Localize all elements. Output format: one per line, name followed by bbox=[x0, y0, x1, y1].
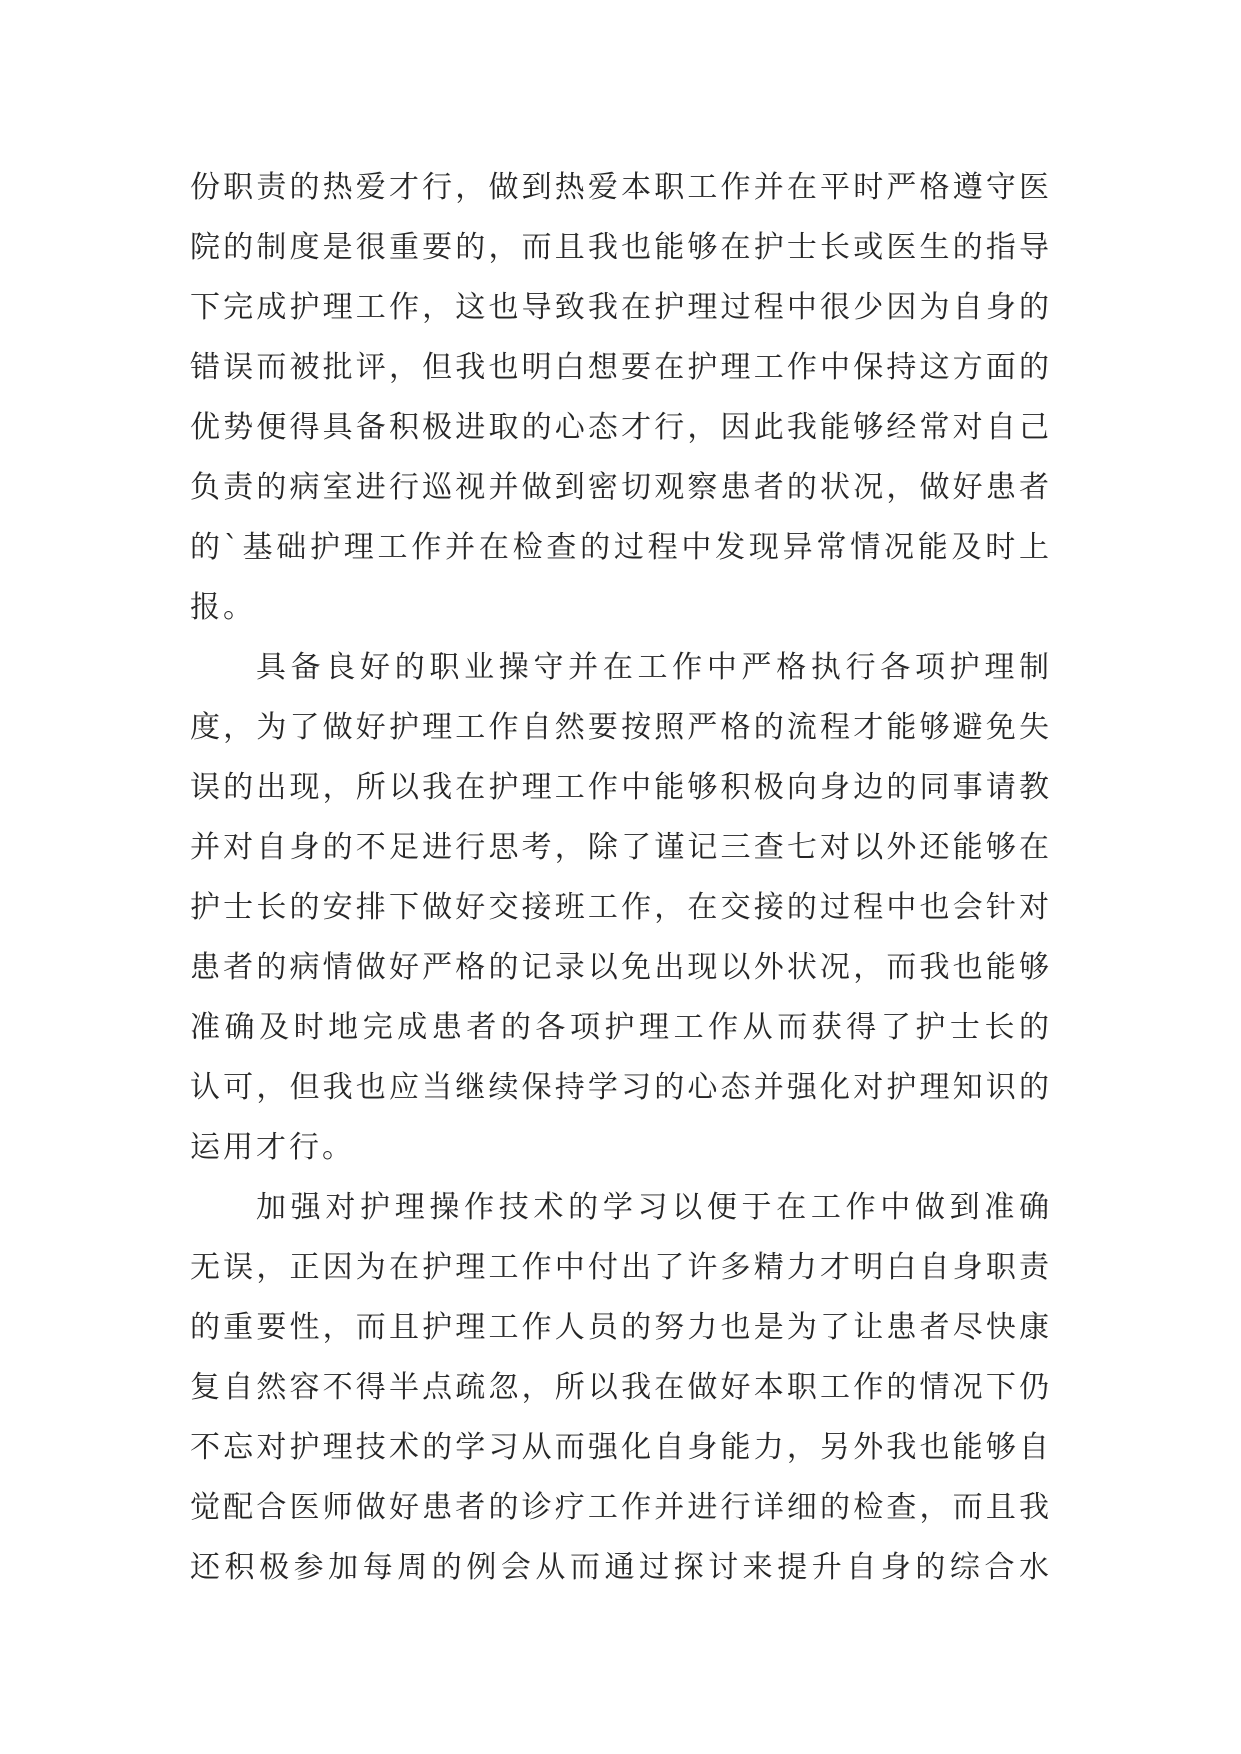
text-line: 准确及时地完成患者的各项护理工作从而获得了护士长的 bbox=[190, 1010, 1052, 1045]
text-line: 院的制度是很重要的，而且我也能够在护士长或医生的指导 bbox=[190, 230, 1052, 265]
text-line: 错误而被批评，但我也明白想要在护理工作中保持这方面的 bbox=[190, 350, 1052, 385]
text-line: 认可，但我也应当继续保持学习的心态并强化对护理知识的 bbox=[190, 1070, 1052, 1105]
text-line: 患者的病情做好严格的记录以免出现以外状况，而我也能够 bbox=[190, 950, 1052, 985]
paragraph-first-line: 加强对护理操作技术的学习以便于在工作中做到准确 bbox=[256, 1190, 1052, 1225]
text-line: 复自然容不得半点疏忽，所以我在做好本职工作的情况下仍 bbox=[190, 1370, 1052, 1405]
text-line: 下完成护理工作，这也导致我在护理过程中很少因为自身的 bbox=[190, 290, 1052, 325]
text-line: 觉配合医师做好患者的诊疗工作并进行详细的检查，而且我 bbox=[190, 1490, 1052, 1525]
text-line: 份职责的热爱才行，做到热爱本职工作并在平时严格遵守医 bbox=[190, 170, 1052, 205]
paragraph-first-line: 具备良好的职业操守并在工作中严格执行各项护理制 bbox=[256, 650, 1052, 685]
text-line: 无误，正因为在护理工作中付出了许多精力才明白自身职责 bbox=[190, 1250, 1052, 1285]
text-line: 并对自身的不足进行思考，除了谨记三查七对以外还能够在 bbox=[190, 830, 1052, 865]
text-line: 优势便得具备积极进取的心态才行，因此我能够经常对自己 bbox=[190, 410, 1052, 445]
text-line: 运用才行。 bbox=[190, 1130, 355, 1165]
text-line: 负责的病室进行巡视并做到密切观察患者的状况，做好患者 bbox=[190, 470, 1052, 505]
text-line: 的`基础护理工作并在检查的过程中发现异常情况能及时上 bbox=[190, 530, 1052, 565]
text-line: 的重要性，而且护理工作人员的努力也是为了让患者尽快康 bbox=[190, 1310, 1052, 1345]
text-line: 误的出现，所以我在护理工作中能够积极向身边的同事请教 bbox=[190, 770, 1052, 805]
document-body bbox=[190, 158, 1052, 1598]
text-line: 报。 bbox=[190, 590, 256, 625]
text-line: 护士长的安排下做好交接班工作，在交接的过程中也会针对 bbox=[190, 890, 1052, 925]
text-line: 还积极参加每周的例会从而通过探讨来提升自身的综合水 bbox=[190, 1550, 1052, 1585]
text-line: 不忘对护理技术的学习从而强化自身能力，另外我也能够自 bbox=[190, 1430, 1052, 1465]
text-line: 度，为了做好护理工作自然要按照严格的流程才能够避免失 bbox=[190, 710, 1052, 745]
